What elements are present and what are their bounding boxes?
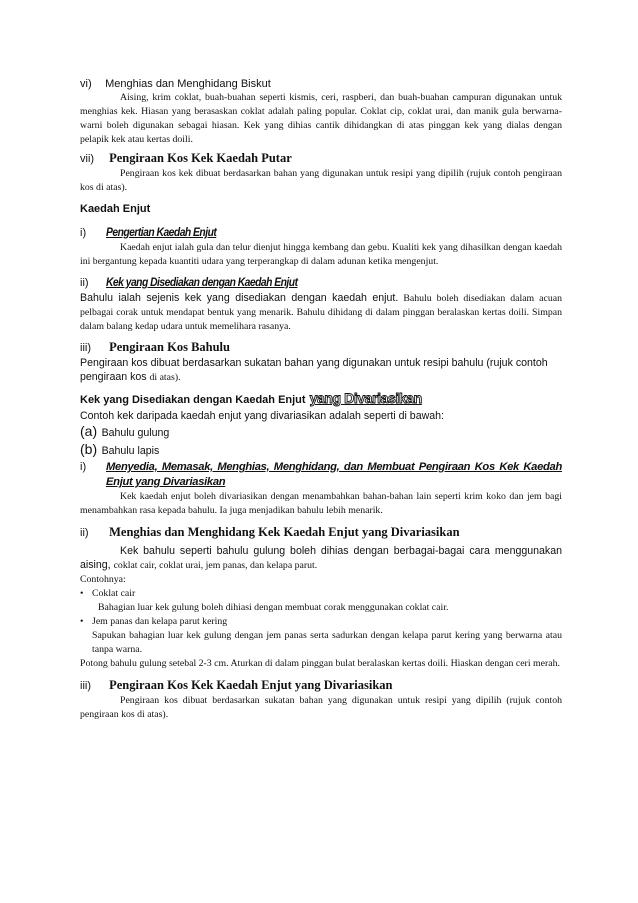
variant-item <box>80 423 562 441</box>
item-text: Bahulu gulung <box>101 427 170 439</box>
section-title: Pengiraan Kos Kek Kaedah Putar <box>109 151 292 165</box>
section-body: Pengiraan kos kek dibuat berdasarkan bahan yang digunakan untuk resipi yang dipilih (rujuk contoh pengiraan kos di atas). <box>80 168 562 193</box>
item-label: (b) <box>80 441 98 457</box>
section-i-menyedia <box>80 460 562 518</box>
section-iii-kos-variasi <box>80 677 562 722</box>
section-number: iii) <box>80 342 91 354</box>
section-heading <box>80 339 562 356</box>
section-ii-kek-enjut <box>80 274 562 334</box>
body-lead: Kek bahulu seperti bahulu gulung boleh dihias dengan berbagai-bagai cara menggunakan aising, <box>80 545 562 571</box>
subsection-title: Kaedah Enjut <box>80 203 151 215</box>
section-heading <box>80 150 562 167</box>
bullet-text: Bahagian luar kek gulung boleh dihiasi dengan membuat corak menggunakan coklat cair. <box>98 602 449 613</box>
section-number: i) <box>80 227 87 239</box>
section-heading <box>80 224 562 241</box>
section-body: Pengiraan kos dibuat berdasarkan sukatan bahan yang digunakan untuk resipi yang dipilih (rujuk contoh pengiraan kos di atas). <box>80 695 562 720</box>
closing-text: Potong bahulu gulung setebal 2-3 cm. Aturkan di dalam pinggan bulat beralaskan kertas doili. Hiaskan dengan ceri merah. <box>80 658 560 669</box>
section-number: i) <box>80 461 87 473</box>
section-body <box>80 291 562 334</box>
body-tail: di atas). <box>149 372 181 383</box>
bullet-title: • Jem panas dan kelapa parut kering <box>92 616 228 627</box>
heading-lead: Kek yang Disediakan dengan Kaedah Enjut <box>80 394 306 406</box>
bullet-title: • Coklat cair <box>92 588 136 599</box>
variant-item <box>80 441 562 459</box>
section-title: Pengertian Kaedah Enjut <box>106 225 217 239</box>
section-number: ii) <box>80 277 89 289</box>
section-heading <box>80 524 562 541</box>
section-heading <box>80 274 562 291</box>
section-vii <box>80 150 562 195</box>
intro-text: Contoh kek daripada kaedah enjut yang divariasikan adalah seperti di bawah: <box>80 410 444 422</box>
section-body: Aising, krim coklat, buah-buahan seperti kismis, ceri, raspberi, dan buah-buahan campuran digunakan untuk menghias kek. Hiasan yang berasaskan coklat adalah paling popular. Coklat cip, coklat urai, dan manik gula berwarna-warni boleh digunakan sebagai hiasan. Kek yang dihias cantik dihidangkan di atas pinggan kek yang dialas dengan pelapik kek atau kertas doili. <box>80 92 562 145</box>
body-lead: Pengiraan kos dibuat berdasarkan sukatan bahan yang digunakan untuk resipi bahulu (rujuk contoh pengiraan kos <box>80 357 548 383</box>
body-rest: Bahulu boleh disediakan dalam acuan pelbagai corak untuk mendapat bentuk yang menarik. Bahulu dihidang di dalam pinggan beralaskan kertas doili. Simpan dalam balang kedap udara untuk memelihara rasanya. <box>80 293 562 332</box>
section-ii-menghias <box>80 524 562 671</box>
item-label: (a) <box>80 423 98 439</box>
section-title: Menghias dan Menghidang Kek Kaedah Enjut yang Divariasikan <box>109 525 460 539</box>
section-heading <box>80 460 562 490</box>
section-number: iii) <box>80 680 91 692</box>
section-iii-kos-bahulu <box>80 339 562 385</box>
item-text: Bahulu lapis <box>101 445 160 457</box>
body-lead: Bahulu ialah sejenis kek yang disediakan dengan kaedah enjut. <box>80 292 399 304</box>
example-label: Contohnya: <box>80 574 126 585</box>
section-heading <box>80 390 562 409</box>
bullet-item <box>80 615 562 657</box>
section-number: ii) <box>80 527 89 539</box>
section-title: Menghias dan Menghidang Biskut <box>105 78 271 90</box>
section-number: vii) <box>80 153 95 165</box>
bullet-text: Sapukan bahagian luar kek gulung dengan jem panas serta sadurkan dengan kelapa parut kering yang berwarna atau tanpa warna. <box>92 630 562 655</box>
section-variasi <box>80 390 562 459</box>
section-title: Pengiraan Kos Bahulu <box>109 340 230 354</box>
section-number: vi) <box>80 78 92 90</box>
section-heading <box>80 677 562 694</box>
heading-tail: yang Divariasikan <box>309 390 422 406</box>
section-body: Kaedah enjut ialah gula dan telur dienjut hingga kembang dan gebu. Kualiti kek yang dihasilkan dengan kaedah ini bergantung kepada kuantiti udara yang terperangkap di dalam adunan ketika mengenjut. <box>80 242 562 267</box>
section-title: Pengiraan Kos Kek Kaedah Enjut yang Divariasikan <box>109 678 393 692</box>
section-heading <box>80 77 562 91</box>
section-body <box>80 356 562 385</box>
section-title: Menyedia, Memasak, Menghias, Menghidang, dan Membuat Pengiraan Kos Kek Kaedah Enjut yang Divariasikan <box>106 461 562 488</box>
section-title: Kek yang Disediakan dengan Kaedah Enjut <box>106 275 298 289</box>
body-rest: coklat cair, coklat urai, jem panas, dan kelapa parut. <box>113 560 318 571</box>
section-i-pengertian <box>80 224 562 269</box>
section-body: Kek kaedah enjut boleh divariasikan dengan menambahkan bahan-bahan lain seperti krim koko dan jem bagi menambahkan rasa kepada bahulu. Ia juga menjadikan bahulu lebih menarik. <box>80 491 562 516</box>
bullet-item <box>80 587 562 615</box>
section-body <box>80 544 562 573</box>
section-vi <box>80 77 562 147</box>
